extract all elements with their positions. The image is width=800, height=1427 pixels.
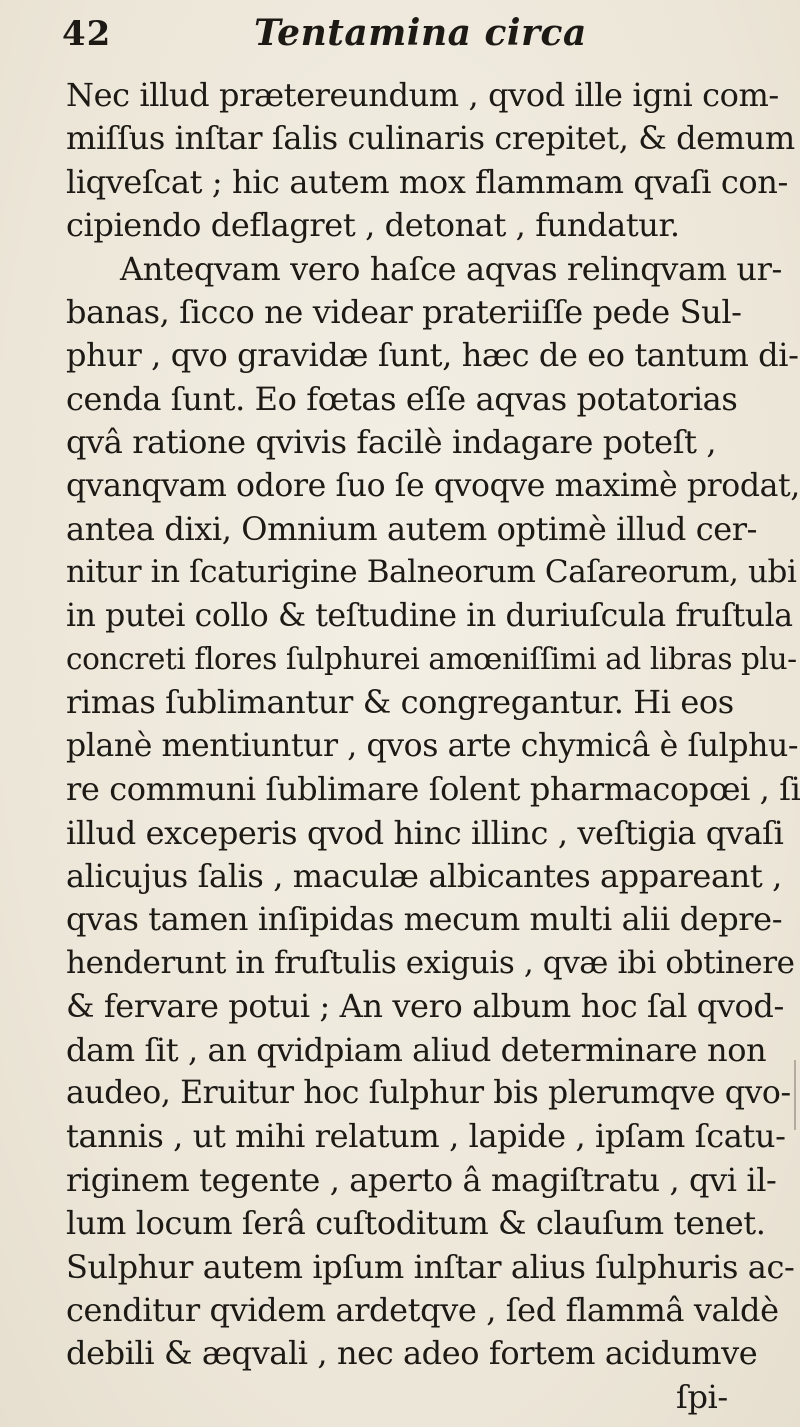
text-line: debili & æqvali , nec adeo fortem acidumve (66, 1334, 758, 1373)
text-line: rimas ſublimantur & congregantur. Hi eos (66, 683, 734, 722)
text-line: dam ſit , an qvidpiam aliud determinare non (66, 1030, 767, 1069)
text-line: re communi ſublimare ſolent pharmacopœi , ſi (66, 770, 800, 809)
text-line: in putei collo & teſtudine in duriuſcula fruſtula (66, 597, 793, 634)
text-line: cipiendo deflagret , detonat , fundatur. (66, 206, 680, 245)
text-line: banas, ſicco ne videar prateriiſſe pede Sul- (66, 292, 742, 331)
text-line: antea dixi, Omnium autem optimè illud cer- (66, 509, 758, 548)
text-line: Sulphur autem ipſum inſtar alius ſulphuris ac- (66, 1247, 795, 1286)
text-line: illud exceperis qvod hinc illinc , veſtigia qvaſi (66, 813, 784, 852)
text-line: concreti flores ſulphurei amœniſſimi ad libras plu- (66, 642, 797, 677)
text-line: Nec illud prætereundum , qvod ille igni com- (66, 76, 779, 114)
text-line: qvâ ratione qvivis facilè indagare poteſt , (66, 423, 717, 462)
text-line: qvanqvam odore ſuo ſe qvoqve maximè prodat, (66, 467, 800, 504)
text-line: planè mentiuntur , qvos arte chymicâ è ſulphu- (66, 727, 799, 764)
text-line: & fervare potui ; An vero album hoc ſal qvod- (66, 987, 784, 1026)
page-number: 42 (62, 14, 112, 54)
text-line: cenditur qvidem ardetqve , ſed flammâ valdè (66, 1290, 779, 1329)
text-line: audeo, Eruitur hoc ſulphur bis plerumqve qvo- (66, 1074, 791, 1111)
text-line: qvas tamen inſipidas mecum multi alii depre- (66, 900, 783, 939)
text-line: tannis , ut mihi relatum , lapide , ipſam ſcatu- (66, 1117, 786, 1156)
catchword: ſpi- (676, 1377, 728, 1416)
text-line: lum locum ſerâ cuſtoditum & clauſum tenet. (66, 1204, 766, 1243)
text-line: phur , qvo gravidæ ſunt, hæc de eo tantum di- (66, 336, 799, 375)
page-edge-mark (794, 1060, 796, 1130)
body-text (66, 74, 800, 1419)
text-line: miſſus inſtar ſalis culinaris crepitet, & demum (66, 119, 795, 158)
paragraph-start-line: Anteqvam vero haſce aqvas relinqvam ur- (120, 249, 782, 288)
text-line: nitur in ſcaturigine Balneorum Caſareorum, ubi (66, 554, 797, 591)
text-line: liqveſcat ; hic autem mox flammam qvaſi con- (66, 162, 788, 201)
page-header (62, 8, 762, 68)
text-line: riginem tegente , aperto â magiſtratu , qvi il- (66, 1160, 777, 1199)
text-line: henderunt in fruſtulis exiguis , qvæ ibi obtinere (66, 944, 795, 981)
text-line: cenda ſunt. Eo fœtas eſſe aqvas potatorias (66, 379, 738, 418)
running-head: Tentamina circa (254, 12, 587, 54)
text-line: alicujus ſalis , maculæ albicantes appareant , (66, 857, 782, 896)
